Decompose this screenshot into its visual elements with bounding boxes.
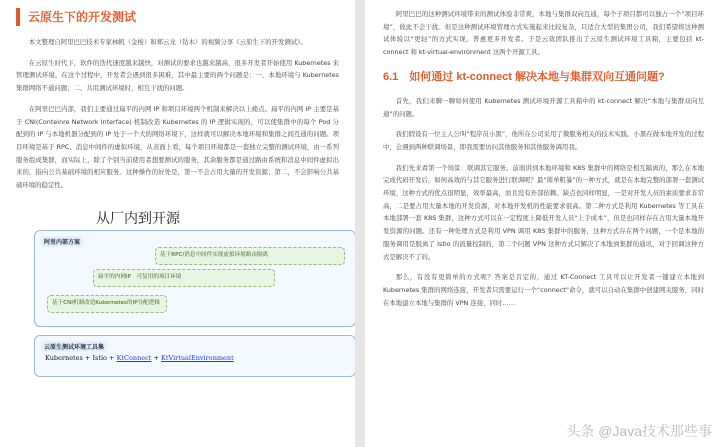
formula-plus-2: + xyxy=(109,353,115,362)
formula-plus-1: + xyxy=(84,353,91,362)
lane-cni-kubernetes: 基于CNI机制改造Kubernetes的IP分配逻辑 xyxy=(47,295,167,313)
formula-ktconnect: KtConnect xyxy=(116,353,152,362)
right-paragraph-5: 那么，有没有更简单的方式呢？答案是肯定的，通过 KT-Connect 工具可以让开发者一键建立本地到 Kubernetes 集群的网络连接，开发者只需要运行一个“connect”命令，就可以自动在集群中创建网关服务，同时在本地建立本地与集群的 VPN 连接，同时…… xyxy=(383,273,704,307)
internal-solution-box xyxy=(34,230,355,327)
left-paragraph-1: 本文整理自阿里巴巴技术专家林帆（金梭）和郑云龙（钻木）的视频分享《云原生下的开发测试》。 xyxy=(28,38,307,46)
chapter-title: 云原生下的开发测试 xyxy=(16,8,339,26)
formula-ktvirtualenvironment: KtVirtualEnvironment xyxy=(161,353,234,362)
right-paragraph-2: 首先，我们来聊一聊如何使用 Kubernetes 测试环境开源工具箱中的 kt-connect 解决“本地与集群双向互通”的问题。 xyxy=(383,96,704,118)
right-paragraph-4: 我们先来看第一个场景：联调其它服务。前面讲到本地环境和 K8S 集群中的网络是相互隔离的，那么在本地完成代码开发后，如何高效的与其它服务进行联调呢？最“简单粗暴”的一种方式，就是在本地完整的部署一套测试环境，这种方式的优点很明显，效率最高，而且没有外部依赖。缺点也同样明显，一是对开发人员的素质要求非常高，二是要占用大量本地的开发资源，对本地开发机的性能要求很高。第二种方式是利用 Kubernetes 等工具在本地部署一套 K8S 集群，这种方式可以在一定程度上降低开发人员“上手成本”，但是也同样存在占用大量本地开发资源的问题。还有一种处理方式是利用 VPN 调用 K8S 集群中的服务，这种方式存在两个问题，一个是本地的服务调用是脱离了 Istio 的流量控制的，第二个问题 VPN 这种方式只解决了本地到集群的通讯，对于回调这种方式是解决不了的。 xyxy=(383,163,704,261)
right-paragraph-3: 我们假设有一位主人公叫“程序员小黑”，他所在公司采用了微服务相关的技术实践。小黑在做本地开发的过程中，会遇到两种联调场景，即我需要访问其他服务和其他服务调用我。 xyxy=(383,130,704,151)
left-page xyxy=(0,0,355,447)
formula-istio: Istio xyxy=(92,353,107,362)
figure-title: 从厂内到开源 xyxy=(96,210,180,227)
internal-solution-label: 阿里内部方案 xyxy=(41,236,83,247)
formula-kubernetes: Kubernetes xyxy=(45,353,83,362)
right-page xyxy=(365,0,720,447)
architecture-figure xyxy=(16,200,339,405)
formula-plus-3: + xyxy=(153,353,159,362)
tool-formula xyxy=(45,354,234,362)
right-paragraph-1: 阿里巴巴的这种测试环境带来的测试体验非常爽，本地与集群双向互通，每个子项目都可以独占一个“项目环境”，彼此不会干扰。但是这种测试环境管理方式实施起来比较复杂，只适合大型的集团公司，我们希望将这种测试体验以“更轻”的方式实现，普惠更多开发者。于是云效团队推出了云原生测试环境工具箱，主要包括 kt-connect 和 kt-virtual-environment 这两个开源工具。 xyxy=(383,10,704,57)
lane-flat-ip-project-env: 扁平的内网IP 可复用的项目环境 xyxy=(93,269,275,287)
left-paragraph-3: 在阿里巴巴内部，我们主要通过扁平的内网 IP 和项目环境两个机制来解决以上痛点。扁平的内网 IP 主要是基于 CNI(Conteinre Network Interface) 机制改造 Kubernetes 的 IP 逻辑实现的，可以使集群中的每个 Pod 分配到的 IP 与本地机器分配到的 IP 处于一个大的网络环境下，这样就可以解决本地环境和集群之间互通的问题。项目环境是基于 RPC、消息中间件的虚拟环境，从表面上看，每个项目环境都是一套独立完整的测试环境，由一系列服务组成集群，而实际上，除了个别当前使用者想要测试的服务，其余服务都是通过路由系统和消息中间件虚拟出来的，指向公共基础环境的相应服务。这种操作的好处是，第一不会占用大量的开发资源；第二，不会影响公共基础环境的稳定性。 xyxy=(16,104,339,190)
section-title: 6.1 如何通过 kt-connect 解决本地与集群双向互通问题? xyxy=(383,70,665,83)
cloud-native-toolset-box xyxy=(34,335,355,377)
toolset-label: 云原生测试环境工具集 xyxy=(41,341,107,352)
lane-routing-isolation: 基于RPC/消息中间件实现虚拟环境路由隔离 xyxy=(155,247,345,265)
left-paragraph-2: 在云原生时代下，软件的迭代速度越来越快，对测试的要求也越来越高，很多开发者开始使用 Kubernetes 来管理测试环境。在这个过程中，开发者会遇到很多困难，其中最主要的两个问题是：一、本地环境与 Kubernetes 集群网络不通问题；二、共用测试环境时，相互干扰的问题。 xyxy=(16,58,339,93)
watermark-text: 头条 @Java技术那些事 xyxy=(566,423,712,439)
